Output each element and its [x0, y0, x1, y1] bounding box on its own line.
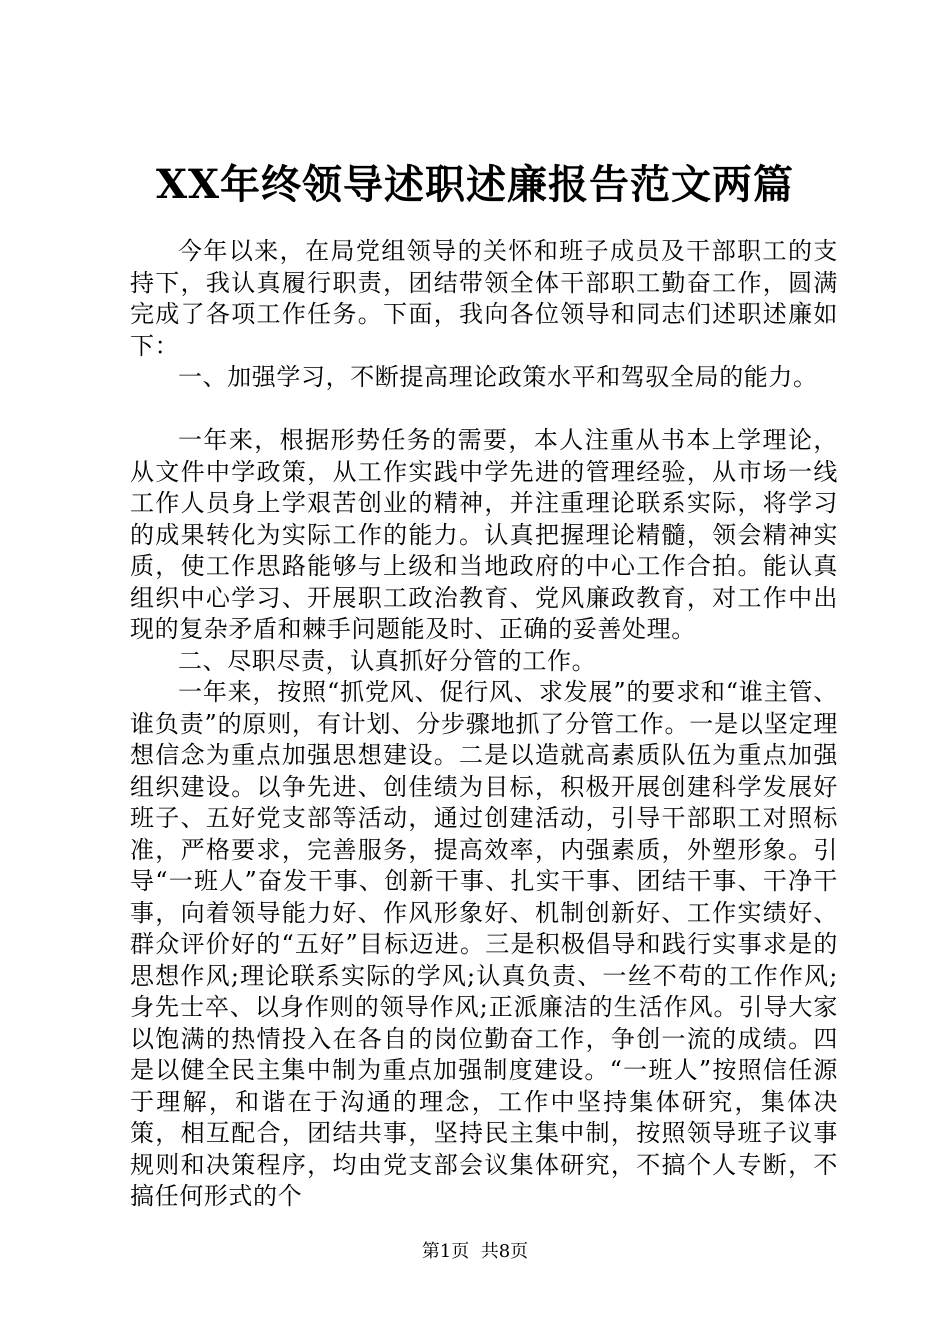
section-heading-1: 一、加强学习，不断提高理论政策水平和驾驭全局的能力。	[178, 363, 818, 391]
document-title: XX年终领导述职述廉报告范文两篇	[155, 161, 795, 208]
page-number-footer: 第1页 共8页	[421, 1241, 529, 1262]
paragraph-duties: 一年来，按照“抓党风、促行风、求发展”的要求和“谁主管、谁负责”的原则，有计划、分步骤地抓了分管工作。一是以坚定理想信念为重点加强思想建设。二是以造就高素质队伍为重点加强组织建设。以争先进、创佳绩为目标，积极开展创建科学发展好班子、五好党支部等活动，通过创建活动，引导干部职工对照标准，严格要求，完善服务，提高效率，内强素质，外塑形象。引导“一班人”奋发干事、创新干事、扎实干事、团结干事、干净干事，向着领导能力好、作风形象好、机制创新好、工作实绩好、群众评价好的“五好”目标迈进。三是积极倡导和践行实事求是的思想作风;理论联系实际的学风;认真负责、一丝不苟的工作作风;身先士卒、以身作则的领导作风;正派廉洁的生活作风。引导大家以饱满的热情投入在各自的岗位勤奋工作，争创一流的成绩。四是以健全民主集中制为重点加强制度建设。“一班人”按照信任源于理解，和谐在于沟通的理念，工作中坚持集体研究，集体决策，相互配合，团结共事，坚持民主集中制，按照领导班子议事规则和决策程序，均由党支部会议集体研究，不搞个人专断，不搞任何形式的个	[130, 678, 838, 1210]
section-heading-2: 二、尽职尽责，认真抓好分管的工作。	[178, 646, 597, 675]
paragraph-intro: 今年以来，在局党组领导的关怀和班子成员及干部职工的支持下，我认真履行职责，团结带领全体干部职工勤奋工作，圆满完成了各项工作任务。下面，我向各位领导和同志们述职述廉如下：	[130, 237, 838, 360]
paragraph-study: 一年来，根据形势任务的需要，本人注重从书本上学理论，从文件中学政策，从工作实践中学先进的管理经验，从市场一线工作人员身上学艰苦创业的精神，并注重理论联系实际，将学习的成果转化为实际工作的能力。认真把握理论精髓，领会精神实质，使工作思路能够与上级和当地政府的中心工作合拍。能认真组织中心学习、开展职工政治教育、党风廉政教育，对工作中出现的复杂矛盾和棘手问题能及时、正确的妥善处理。	[130, 426, 838, 643]
document-body	[130, 236, 838, 1213]
